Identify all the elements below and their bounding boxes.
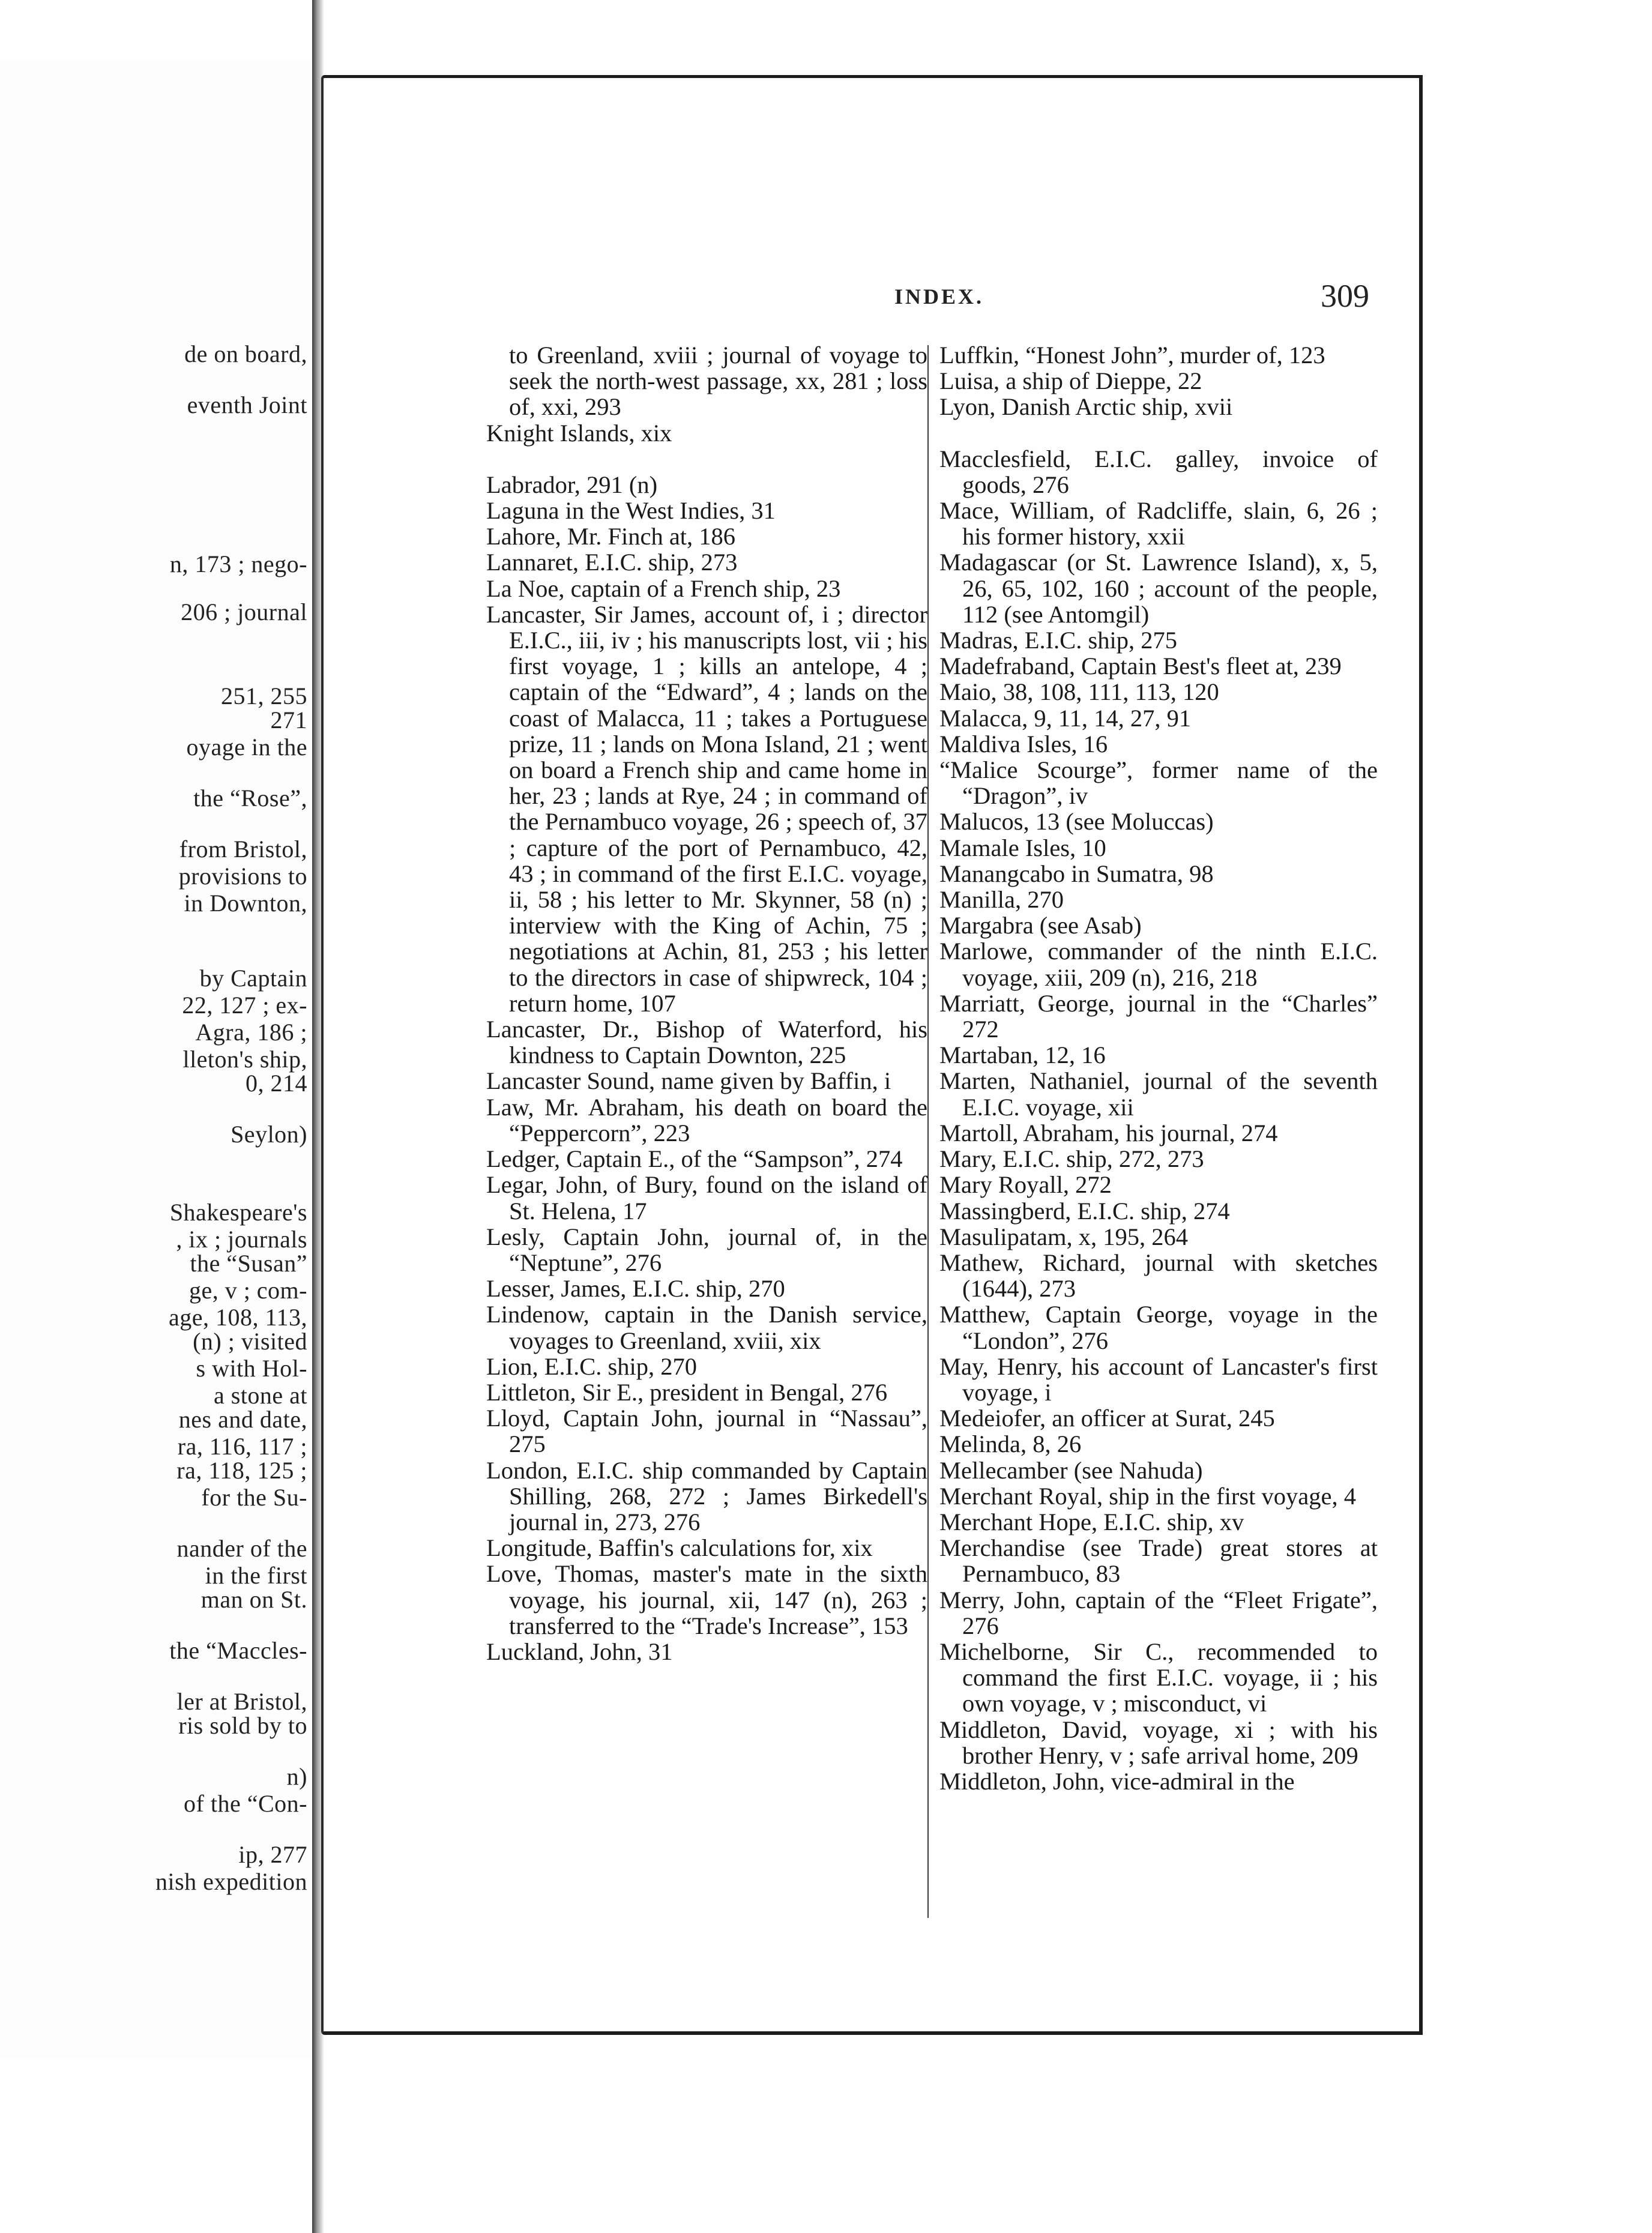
facing-page-text: man on St. — [200, 1586, 307, 1613]
index-entry: Lannaret, E.I.C. ship, 273 — [486, 549, 738, 576]
index-entry: Lesly, Captain John, journal of, in the “Neptune”, 276 — [486, 1223, 927, 1276]
index-entry: Lesser, James, E.I.C. ship, 270 — [486, 1275, 785, 1303]
index-entry: May, Henry, his account of Lancaster's first voyage, i — [939, 1352, 1378, 1406]
facing-page-text: the “Rose”, — [193, 785, 307, 812]
facing-page-text: n) — [286, 1763, 307, 1790]
facing-page-text: the “Susan” — [190, 1250, 307, 1277]
facing-page-text: n, 173 ; nego- — [169, 550, 307, 577]
index-entry: Melinda, 8, 26 — [939, 1430, 1082, 1458]
index-entry: Lahore, Mr. Finch at, 186 — [486, 523, 736, 550]
index-entry: Labrador, 291 (n) — [486, 471, 658, 498]
index-entry: Medeiofer, an officer at Surat, 245 — [939, 1405, 1275, 1432]
index-entry: La Noe, captain of a French ship, 23 — [486, 574, 841, 602]
index-entry: Massingberd, E.I.C. ship, 274 — [939, 1197, 1230, 1225]
facing-page-text: de on board, — [184, 340, 307, 367]
index-entry: Masulipatam, x, 195, 264 — [939, 1223, 1188, 1250]
facing-page-text: age, 108, 113, — [168, 1304, 307, 1331]
index-entry: Manilla, 270 — [939, 886, 1064, 914]
facing-page-text: 22, 127 ; ex- — [182, 992, 307, 1019]
index-entry: Malacca, 9, 11, 14, 27, 91 — [939, 704, 1192, 732]
index-entry: Lyon, Danish Arctic ship, xvii — [939, 393, 1233, 421]
index-entry: Macclesfield, E.I.C. galley, invoice of goods, 276 — [939, 445, 1378, 498]
facing-page-text: for the Su- — [201, 1484, 307, 1511]
facing-page-text: nander of the — [176, 1535, 307, 1562]
facing-page-fragment — [0, 60, 316, 2059]
index-entry: London, E.I.C. ship commanded by Captain Shilling, 268, 272 ; James Birkedell's journal in, 273, 276 — [486, 1456, 927, 1535]
index-entry: Knight Islands, xix — [486, 419, 672, 447]
facing-page-text: ler at Bristol, — [176, 1688, 307, 1715]
index-entry: Mellecamber (see Nahuda) — [939, 1456, 1203, 1484]
facing-page-text: by Captain — [199, 965, 307, 992]
facing-page-text: of the “Con- — [184, 1790, 307, 1817]
index-column-right — [939, 342, 1378, 1794]
index-entry: Mary Royall, 272 — [939, 1171, 1112, 1199]
index-entry: Merchant Hope, E.I.C. ship, xv — [939, 1508, 1244, 1535]
index-entry: Lindenow, captain in the Danish service, voyages to Greenland, xviii, xix — [486, 1301, 927, 1354]
index-entry: Littleton, Sir E., president in Bengal, 276 — [486, 1378, 888, 1406]
index-entry: Mace, William, of Radcliffe, slain, 6, 26 ; his former history, xxii — [939, 497, 1378, 550]
facing-page-text: from Bristol, — [179, 836, 307, 863]
index-entry: Maldiva Isles, 16 — [939, 730, 1108, 758]
index-column-left — [486, 342, 927, 1665]
index-entry: to Greenland, xviii ; journal of voyage to seek the north-west passage, xx, 281 ; loss of, xxi, 293 — [509, 342, 927, 421]
letter-section-gap — [486, 446, 927, 472]
index-entry: Merchant Royal, ship in the first voyage, 4 — [939, 1482, 1356, 1510]
index-entry: Luffkin, “Honest John”, murder of, 123 — [939, 342, 1325, 369]
facing-page-text: (n) ; visited — [193, 1328, 307, 1355]
index-entry: Love, Thomas, master's mate in the sixth voyage, his journal, xii, 147 (n), 263 ; transferred to the “Trade's Increase”, 153 — [486, 1560, 927, 1639]
column-divider — [927, 345, 929, 1918]
facing-page-text: 251, 255 — [221, 683, 307, 710]
facing-page-text: a stone at — [213, 1382, 307, 1409]
index-entry: Laguna in the West Indies, 31 — [486, 497, 776, 525]
facing-page-text: Seylon) — [231, 1121, 307, 1148]
facing-page-text: 0, 214 — [246, 1070, 307, 1097]
index-entry: Madefraband, Captain Best's fleet at, 239 — [939, 652, 1342, 680]
index-entry: Maio, 38, 108, 111, 113, 120 — [939, 678, 1219, 706]
facing-page-text: ra, 118, 125 ; — [176, 1457, 307, 1484]
index-entry: Madagascar (or St. Lawrence Island), x, 5, 26, 65, 102, 160 ; account of the people, 112 (see Antomgil) — [939, 549, 1378, 628]
index-entry: Madras, E.I.C. ship, 275 — [939, 627, 1177, 654]
index-entry: Merry, John, captain of the “Fleet Frigate”, 276 — [939, 1586, 1378, 1639]
facing-page-text: nish expedition — [155, 1868, 307, 1895]
running-header: INDEX. — [894, 285, 984, 309]
facing-page-text: Agra, 186 ; — [195, 1019, 307, 1046]
index-entry: Martaban, 12, 16 — [939, 1041, 1106, 1069]
facing-page-text: Shakespeare's — [169, 1199, 307, 1226]
facing-page-text: 206 ; journal — [181, 598, 307, 625]
index-entry: Margabra (see Asab) — [939, 912, 1142, 939]
index-entry: Middleton, John, vice-admiral in the — [939, 1767, 1295, 1795]
facing-page-text: in the first — [205, 1562, 307, 1589]
index-entry: Malucos, 13 (see Moluccas) — [939, 808, 1214, 836]
index-entry: Merchandise (see Trade) great stores at Pernambuco, 83 — [939, 1534, 1378, 1588]
facing-page-text: ris sold by to — [178, 1712, 307, 1739]
index-entry: Marriatt, George, journal in the “Charles” 272 — [939, 989, 1378, 1043]
letter-section-gap — [939, 420, 1378, 446]
index-entry: Luckland, John, 31 — [486, 1638, 673, 1665]
index-entry: “Malice Scourge”, former name of the “Dragon”, iv — [939, 756, 1378, 810]
index-entry: Manangcabo in Sumatra, 98 — [939, 860, 1214, 887]
facing-page-text: nes and date, — [178, 1406, 307, 1433]
index-entry: Mamale Isles, 10 — [939, 834, 1106, 861]
page-number: 309 — [1321, 278, 1369, 314]
index-entry: Lancaster Sound, name given by Baffin, i — [486, 1067, 891, 1095]
facing-page-text: eventh Joint — [187, 391, 307, 418]
index-entry: Lancaster, Sir James, account of, i ; director E.I.C., iii, iv ; his manuscripts lost, vii ; his first voyage, 1 ; kills an antelope, 4 ; captain of the “Edward”, 4 ; lands on the coast of Malacca, 11 ; takes a Portuguese prize, 11 ; lands on Mona Island, 21 ; went on board a French ship and came home in her, 23 ; lands at Rye, 24 ; in command of the Pernambuco voyage, 26 ; speech of, 37 ; capture of the port of Pernambuco, 42, 43 ; in command of the first E.I.C. voyage, ii, 58 ; his letter to Mr. Skynner, 58 (n) ; interview with the King of Achin, 75 ; negotiations at Achin, 81, 253 ; his letter to the directors in case of shipwreck, 104 ; return home, 107 — [486, 600, 927, 1017]
facing-page-text: ip, 277 — [238, 1841, 307, 1868]
facing-page-text: ge, v ; com- — [188, 1277, 307, 1304]
index-entry: Mary, E.I.C. ship, 272, 273 — [939, 1145, 1204, 1173]
index-entry: Law, Mr. Abraham, his death on board the “Peppercorn”, 223 — [486, 1093, 927, 1147]
index-entry: Lion, E.I.C. ship, 270 — [486, 1352, 697, 1380]
facing-page-text: provisions to — [178, 863, 307, 890]
index-entry: Lloyd, Captain John, journal in “Nassau”, 275 — [486, 1405, 927, 1458]
facing-page-text: in Downton, — [184, 890, 307, 917]
index-entry: Michelborne, Sir C., recommended to command the first E.I.C. voyage, ii ; his own voyage, v ; misconduct, vi — [939, 1638, 1378, 1717]
facing-page-text: the “Maccles- — [169, 1637, 307, 1664]
index-entry: Marlowe, commander of the ninth E.I.C. voyage, xiii, 209 (n), 216, 218 — [939, 938, 1378, 991]
index-entry: Longitude, Baffin's calculations for, xix — [486, 1534, 873, 1562]
index-entry: Martoll, Abraham, his journal, 274 — [939, 1119, 1278, 1147]
facing-page-text: oyage in the — [186, 734, 307, 761]
facing-page-text: ra, 116, 117 ; — [177, 1433, 307, 1460]
index-entry: Marten, Nathaniel, journal of the seventh E.I.C. voyage, xii — [939, 1067, 1378, 1121]
index-entry: Mathew, Richard, journal with sketches (1644), 273 — [939, 1249, 1378, 1303]
index-entry: Ledger, Captain E., of the “Sampson”, 274 — [486, 1145, 903, 1173]
index-entry: Luisa, a ship of Dieppe, 22 — [939, 367, 1202, 395]
index-entry: Lancaster, Dr., Bishop of Waterford, his kindness to Captain Downton, 225 — [486, 1016, 927, 1069]
facing-page-text: 271 — [270, 707, 307, 734]
facing-page-text: lleton's ship, — [182, 1046, 307, 1073]
facing-page-text: , ix ; journals — [176, 1226, 307, 1253]
facing-page-text: s with Hol- — [196, 1355, 307, 1382]
index-entry: Middleton, David, voyage, xi ; with his brother Henry, v ; safe arrival home, 209 — [939, 1716, 1378, 1769]
index-entry: Legar, John, of Bury, found on the island of St. Helena, 17 — [486, 1171, 927, 1225]
index-entry: Matthew, Captain George, voyage in the “London”, 276 — [939, 1301, 1378, 1354]
